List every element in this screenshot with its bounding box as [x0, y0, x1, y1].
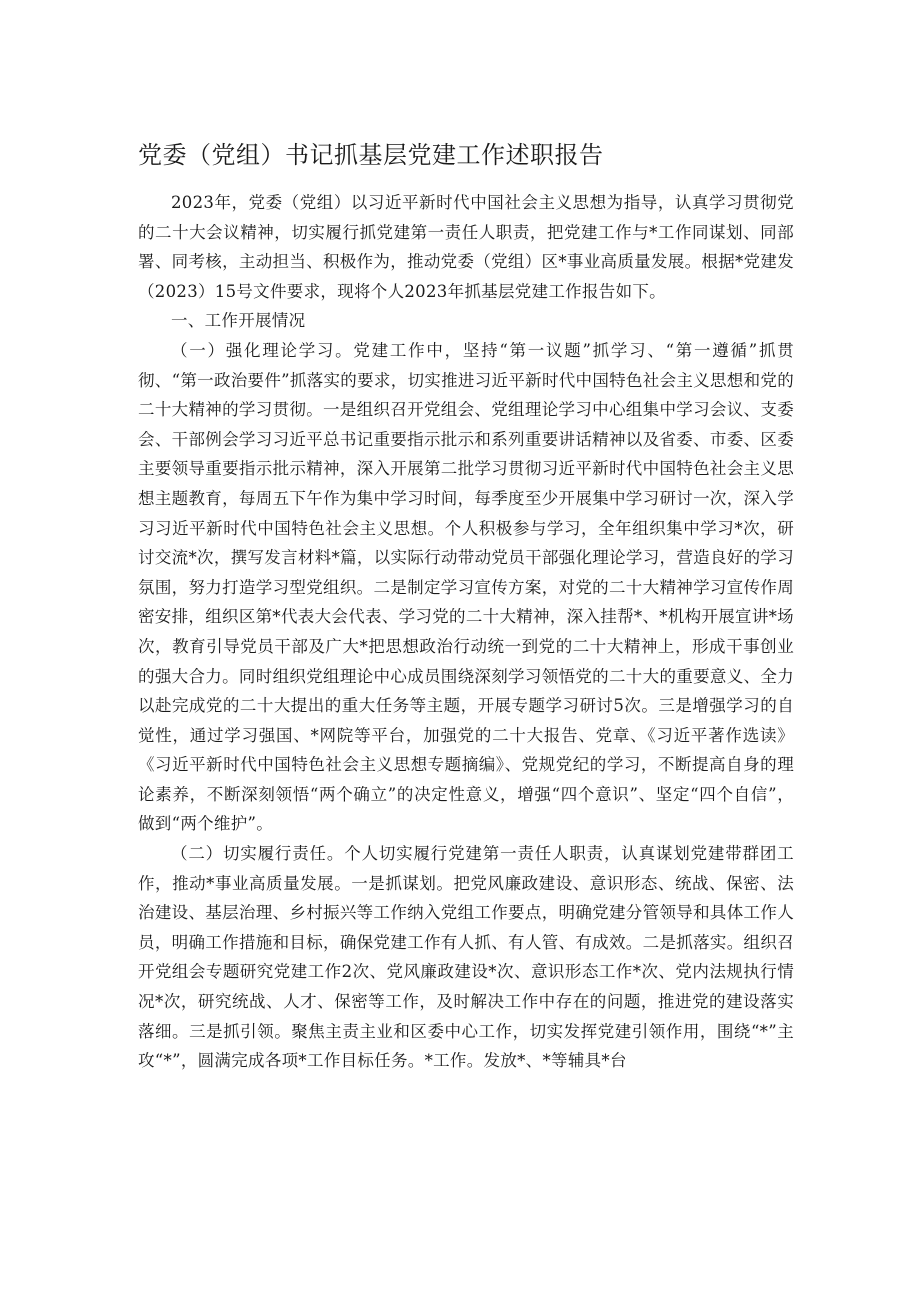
- document-title: 党委（党组）书记抓基层党建工作述职报告: [138, 141, 604, 169]
- subsection-fulfill-duty: （二）切实履行责任。个人切实履行党建第一责任人职责，认真谋划党建带群团工作，推动*事业高质量发展。一是抓谋划。把党风廉政建设、意识形态、统战、保密、法治建设、基层治理、乡村振兴等工作纳入党组工作要点，明确党建分管领导和具体工作人员，明确工作措施和目标，确保党建工作有人抓、有人管、有成效。二是抓落实。组织召开党组会专题研究党建工作2次、党风廉政建设*次、意识形态工作*次、党内法规执行情况*次，研究统战、人才、保密等工作，及时解决工作中存在的问题，推进党的建设落实落细。三是抓引领。聚焦主责主业和区委中心工作，切实发挥党建引领作用，围绕“*”主攻“*”，圆满完成各项*工作目标任务。*工作。发放*、*等辅具*台: [138, 844, 794, 1071]
- document-body: [138, 188, 794, 1076]
- subsection-theory-study: （一）强化理论学习。党建工作中，坚持“第一议题”抓学习、“第一遵循”抓贯彻、“第一政治要件”抓落实的要求，切实推进习近平新时代中国特色社会主义思想和党的二十大精神的学习贯彻。一是组织召开党组会、党组理论学习中心组集中学习会议、支委会、干部例会学习习近平总书记重要指示批示和系列重要讲话精神以及省委、市委、区委主要领导重要指示批示精神，深入开展第二批学习贯彻习近平新时代中国特色社会主义思想主题教育，每周五下午作为集中学习时间，每季度至少开展集中学习研讨一次，深入学习习近平新时代中国特色社会主义思想。个人积极参与学习，全年组织集中学习*次，研讨交流*次，撰写发言材料*篇，以实际行动带动党员干部强化理论学习，营造良好的学习氛围，努力打造学习型党组织。二是制定学习宣传方案，对党的二十大精神学习宣传作周密安排，组织区第*代表大会代表、学习党的二十大精神，深入挂帮*、*机构开展宣讲*场次，教育引导党员干部及广大*把思想政治行动统一到党的二十大精神上，形成干事创业的强大合力。同时组织党组理论中心成员围绕深刻学习领悟党的二十大的重要意义、全力以赴完成党的二十大提出的重大任务等主题，开展专题学习研讨5次。三是增强学习的自觉性，通过学习强国、*网院等平台，加强党的二十大报告、党章、《习近平著作选读》《习近平新时代中国特色社会主义思想专题摘编》、党规党纪的学习，不断提高自身的理论素养，不断深刻领悟“两个确立”的决定性意义，增强“四个意识”、坚定“四个自信”，做到“两个维护”。: [138, 340, 794, 834]
- section-heading-work-progress: 一、工作开展情况: [171, 311, 306, 331]
- intro-paragraph: 2023年，党委（党组）以习近平新时代中国社会主义思想为指导，认真学习贯彻党的二十大会议精神，切实履行抓党建第一责任人职责，把党建工作与*工作同谋划、同部署、同考核，主动担当、积极作为，推动党委（党组）区*事业高质量发展。根据*党建发（2023）15号文件要求，现将个人2023年抓基层党建工作报告如下。: [138, 193, 794, 301]
